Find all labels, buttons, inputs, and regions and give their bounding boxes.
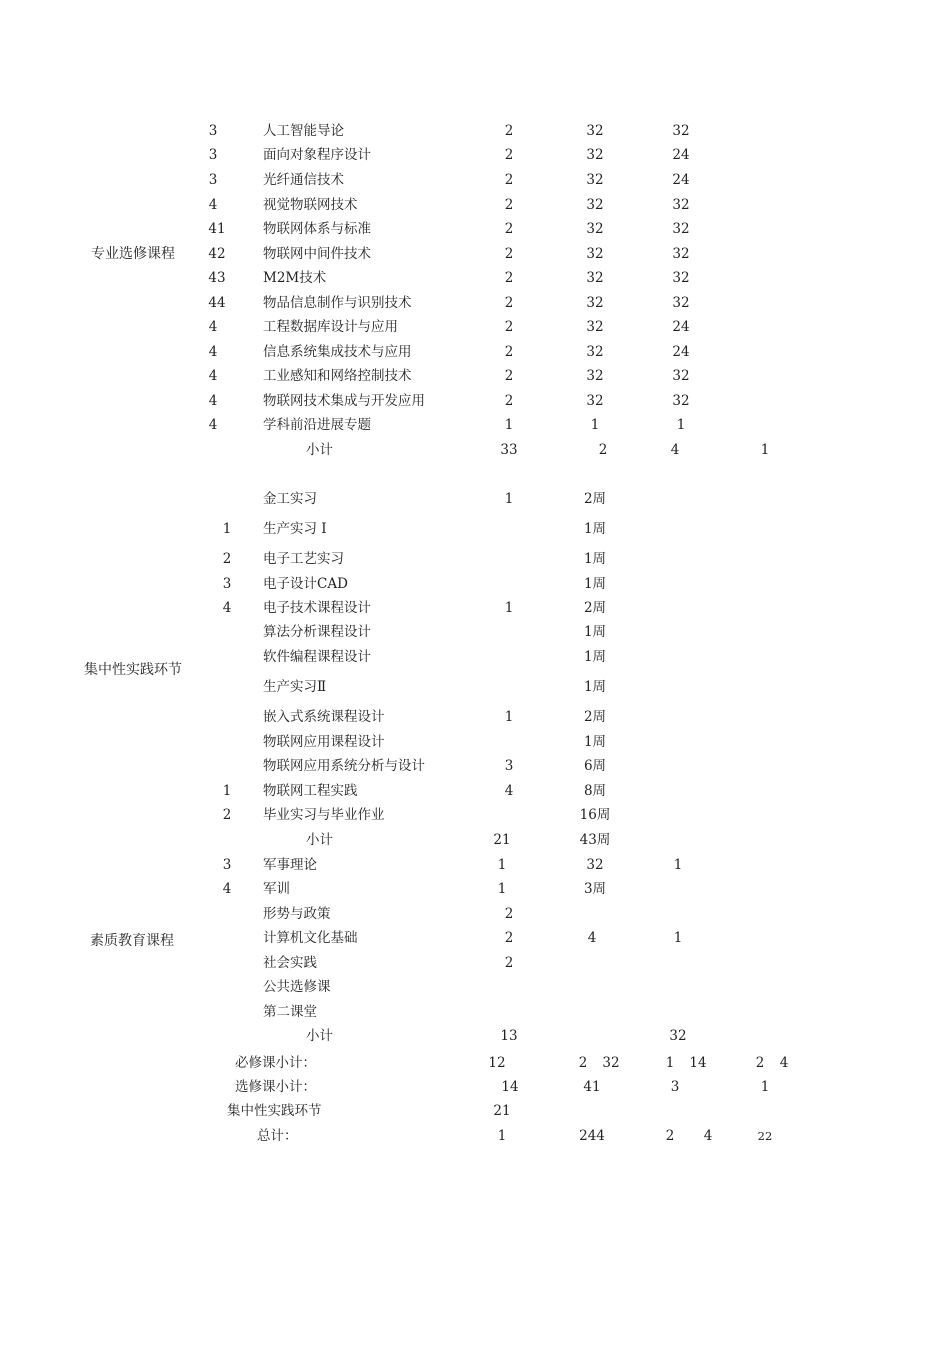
- summary-cell: 22: [757, 1129, 773, 1143]
- summary-cell: 2: [755, 1055, 765, 1071]
- course-code: 44: [208, 295, 226, 311]
- course-c3: 32: [672, 393, 690, 409]
- course-code: 2: [222, 551, 232, 567]
- course-c1: 2: [504, 344, 514, 360]
- course-code: 2: [222, 807, 232, 823]
- course-c2: 2周: [583, 491, 607, 507]
- course-name: 工业感知和网络控制技术: [263, 368, 412, 384]
- course-c2: 2: [598, 442, 608, 458]
- course-name: 物联网应用课程设计: [263, 734, 385, 750]
- course-c2: 16周: [579, 807, 611, 823]
- summary-cell: 1: [760, 1079, 770, 1095]
- course-c1: 2: [504, 955, 514, 971]
- course-code: 4: [222, 600, 232, 616]
- course-name: 物联网技术集成与开发应用: [263, 393, 425, 409]
- course-c3: 24: [672, 344, 690, 360]
- course-c1: 2: [504, 393, 514, 409]
- summary-cell: 14: [501, 1079, 519, 1095]
- course-c2: 1周: [583, 521, 607, 537]
- course-name: 物联网应用系统分析与设计: [263, 758, 425, 774]
- course-code: 3: [208, 147, 218, 163]
- course-code: 4: [208, 344, 218, 360]
- course-c1: 1: [504, 417, 514, 433]
- course-name: 军事理论: [263, 857, 317, 873]
- course-c2: 2周: [583, 600, 607, 616]
- course-name: 面向对象程序设计: [263, 147, 371, 163]
- summary-label: 集中性实践环节: [227, 1103, 322, 1119]
- course-c3: 24: [672, 147, 690, 163]
- section-label: 素质教育课程: [90, 933, 174, 949]
- course-name: 社会实践: [263, 955, 317, 971]
- course-c1: 21: [493, 832, 511, 848]
- course-name: 视觉物联网技术: [263, 197, 358, 213]
- course-name: 生产实习 I: [263, 521, 327, 537]
- course-c2: 1周: [583, 551, 607, 567]
- course-c2: 43周: [579, 832, 611, 848]
- course-code: 3: [208, 172, 218, 188]
- course-c1: 2: [504, 123, 514, 139]
- summary-cell: 244: [579, 1128, 605, 1144]
- course-name: 嵌入式系统课程设计: [263, 709, 385, 725]
- course-c1: 2: [504, 368, 514, 384]
- course-c1: 2: [504, 197, 514, 213]
- course-c2: 32: [586, 393, 604, 409]
- course-code: 4: [208, 393, 218, 409]
- summary-cell: 32: [602, 1055, 620, 1071]
- section-label: 集中性实践环节: [84, 662, 182, 678]
- course-name: 电子设计CAD: [263, 576, 348, 592]
- subtotal-label: 小计: [306, 1028, 333, 1044]
- course-c1: 1: [504, 491, 514, 507]
- course-name: 信息系统集成技术与应用: [263, 344, 412, 360]
- course-code: 4: [208, 319, 218, 335]
- course-c1: 13: [500, 1028, 518, 1044]
- course-c2: 1周: [583, 679, 607, 695]
- course-c3: 32: [672, 123, 690, 139]
- course-code: 41: [208, 221, 226, 237]
- course-c1: 2: [504, 319, 514, 335]
- course-name: 算法分析课程设计: [263, 624, 371, 640]
- course-c2: 32: [586, 857, 604, 873]
- course-name: 物品信息制作与识别技术: [263, 295, 412, 311]
- course-c2: 2周: [583, 709, 607, 725]
- summary-cell: 21: [493, 1103, 511, 1119]
- course-name: 电子技术课程设计: [263, 600, 371, 616]
- course-name: 生产实习Ⅱ: [263, 679, 327, 695]
- course-c2: 32: [586, 147, 604, 163]
- course-c1: 4: [504, 783, 514, 799]
- course-c1: 2: [504, 295, 514, 311]
- course-c1: 2: [504, 930, 514, 946]
- course-code: 3: [222, 857, 232, 873]
- course-c3: 4: [670, 442, 680, 458]
- course-c2: 1周: [583, 649, 607, 665]
- course-c1: 2: [504, 246, 514, 262]
- course-name: 第二课堂: [263, 1004, 317, 1020]
- course-c2: 1周: [583, 624, 607, 640]
- course-c3: 32: [672, 221, 690, 237]
- course-name: 电子工艺实习: [263, 551, 344, 567]
- course-c2: 32: [586, 270, 604, 286]
- summary-cell: 1: [497, 1128, 507, 1144]
- course-name: 公共选修课: [263, 979, 331, 995]
- course-name: 形势与政策: [263, 906, 331, 922]
- course-c1: 1: [497, 881, 507, 897]
- course-c3: 1: [673, 857, 683, 873]
- course-name: 毕业实习与毕业作业: [263, 807, 385, 823]
- course-c3: 32: [672, 246, 690, 262]
- course-c2: 32: [586, 368, 604, 384]
- course-code: 3: [222, 576, 232, 592]
- course-name: 物联网体系与标准: [263, 221, 371, 237]
- course-c3: 1: [673, 930, 683, 946]
- course-code: 4: [208, 417, 218, 433]
- course-c3: 32: [669, 1028, 687, 1044]
- course-c1: 1: [497, 857, 507, 873]
- course-c1: 33: [500, 442, 518, 458]
- course-name: 军训: [263, 881, 290, 897]
- course-name: 物联网工程实践: [263, 783, 358, 799]
- course-c2: 32: [586, 221, 604, 237]
- course-c1: 2: [504, 147, 514, 163]
- course-c2: 32: [586, 246, 604, 262]
- course-c2: 32: [586, 344, 604, 360]
- course-c3: 1: [676, 417, 686, 433]
- course-c2: 1: [590, 417, 600, 433]
- course-name: 工程数据库设计与应用: [263, 319, 398, 335]
- course-name: 人工智能导论: [263, 123, 344, 139]
- course-name: 物联网中间件技术: [263, 246, 371, 262]
- course-c3: 32: [672, 197, 690, 213]
- summary-cell: 4: [779, 1055, 789, 1071]
- course-code: 4: [208, 197, 218, 213]
- summary-cell: 41: [583, 1079, 601, 1095]
- course-c2: 32: [586, 123, 604, 139]
- course-c3: 24: [672, 319, 690, 335]
- summary-label: 选修课小计：: [235, 1079, 316, 1095]
- course-name: 金工实习: [263, 491, 317, 507]
- course-c2: 8周: [583, 783, 607, 799]
- subtotal-label: 小计: [306, 832, 333, 848]
- course-name: M2M技术: [263, 270, 327, 286]
- course-c2: 3周: [583, 881, 607, 897]
- summary-cell: 2: [665, 1128, 675, 1144]
- summary-cell: 1: [665, 1055, 675, 1071]
- course-c2: 32: [586, 295, 604, 311]
- course-name: 学科前沿进展专题: [263, 417, 371, 433]
- course-c3: 32: [672, 295, 690, 311]
- course-code: 4: [222, 881, 232, 897]
- course-code: 42: [208, 246, 226, 262]
- course-c3: 24: [672, 172, 690, 188]
- course-name: 软件编程课程设计: [263, 649, 371, 665]
- summary-label: 必修课小计：: [235, 1055, 316, 1071]
- summary-label: 总计：: [257, 1128, 298, 1144]
- course-c1: 3: [504, 758, 514, 774]
- course-c4: 1: [760, 442, 770, 458]
- course-code: 1: [222, 521, 232, 537]
- course-c1: 1: [504, 600, 514, 616]
- course-name: 光纤通信技术: [263, 172, 344, 188]
- course-code: 4: [208, 368, 218, 384]
- course-c2: 32: [586, 319, 604, 335]
- summary-cell: 2: [578, 1055, 588, 1071]
- summary-cell: 12: [488, 1055, 506, 1071]
- section-label: 专业选修课程: [91, 246, 175, 262]
- course-code: 1: [222, 783, 232, 799]
- course-code: 43: [208, 270, 226, 286]
- summary-cell: 14: [689, 1055, 707, 1071]
- course-c1: 1: [504, 709, 514, 725]
- course-c1: 2: [504, 221, 514, 237]
- course-c1: 2: [504, 906, 514, 922]
- course-c2: 32: [586, 172, 604, 188]
- summary-cell: 4: [703, 1128, 713, 1144]
- course-c2: 32: [586, 197, 604, 213]
- course-c2: 1周: [583, 734, 607, 750]
- course-c1: 2: [504, 172, 514, 188]
- course-c2: 4: [587, 930, 597, 946]
- subtotal-label: 小计: [306, 442, 333, 458]
- course-code: 3: [208, 123, 218, 139]
- course-c3: 32: [672, 270, 690, 286]
- summary-cell: 3: [670, 1079, 680, 1095]
- course-c1: 2: [504, 270, 514, 286]
- course-name: 计算机文化基础: [263, 930, 358, 946]
- course-c2: 1周: [583, 576, 607, 592]
- course-c2: 6周: [583, 758, 607, 774]
- course-c3: 32: [672, 368, 690, 384]
